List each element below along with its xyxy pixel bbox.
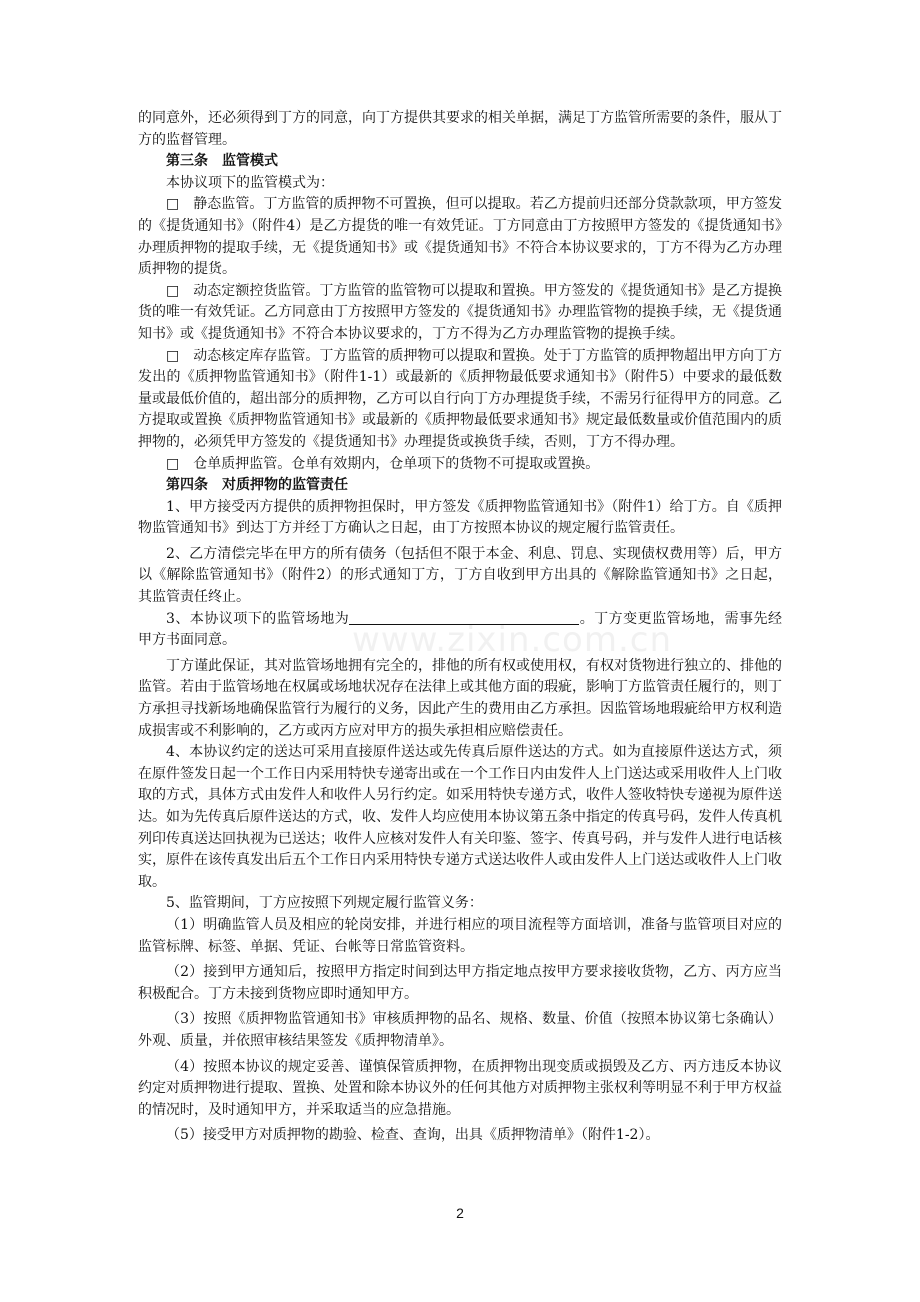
duty-item-5: （5）接受甲方对质押物的勘验、检查、查询，出具《质押物清单》（附件1-2）。 <box>166 1127 660 1144</box>
paragraph-responsibility-5: 5、监管期间，丁方应按照下列规定履行监管义务： <box>166 895 483 912</box>
paragraph-responsibility-2: 2、乙方清偿完毕在甲方的所有债务（包括但不限于本金、利息、罚息、实现债权费用等）后，甲方以《解除监管通知书》（附件2）的形式通知丁方，丁方自收到甲方出具的《解除监管通知书》之日起，其监管责任终止。 <box>138 545 782 606</box>
article-4-heading: 第四条 对质押物的监管责任 <box>166 477 348 494</box>
paragraph-site-guarantee: 丁方谨此保证，其对监管场地拥有完全的，排他的所有权或使用权，有权对货物进行独立的、排他的监管。若由于监管场地在权属或场地状况存在法律上或其他方面的瑕疵，影响丁方监管责任履行的，则丁方承担寻找新场地确保监管行为履行的义务，因此产生的费用由乙方承担。因监管场地瑕疵给甲方权利造成损害或不利影响的，乙方或丙方应对甲方的损失承担相应赔偿责任。 <box>138 657 782 739</box>
paragraph-responsibility-1: 1、甲方接受丙方提供的质押物担保时，甲方签发《质押物监管通知书》（附件1）给丁方。自《质押物监管通知书》到达丁方并经丁方确认之日起，由丁方按照本协议的规定履行监管责任。 <box>138 498 782 537</box>
mode-dynamic-inventory-checkbox-paragraph[interactable]: □ 动态核定库存监管。丁方监管的质押物可以提取和置换。处于丁方监管的质押物超出甲方向丁方发出的《质押物监管通知书》（附件1-1）或最新的《质押物最低要求通知书》（附件5）中要求的最低数量或最低价值的，超出部分的质押物，乙方可以自行向丁方办理提货手续，不需另行征得甲方的同意。乙方提取或置换《质押物监管通知书》或最新的《质押物最低要求通知书》规定最低数量或价值范围内的质押物的，必须凭甲方签发的《提货通知书》办理提货或换货手续，否则，丁方不得办理。 <box>138 347 782 450</box>
duty-item-4: （4）按照本协议的规定妥善、谨慎保管质押物，在质押物出现变质或损毁及乙方、丙方违反本协议约定对质押物进行提取、置换、处置和除本协议外的任何其他方对质押物主张权利等明显不利于甲方权益的情况时，及时通知甲方，并采取适当的应急措施。 <box>138 1058 782 1118</box>
paragraph-intro: 的同意外，还必须得到丁方的同意，向丁方提供其要求的相关单据，满足丁方监管所需要的条件，服从丁方的监督管理。 <box>138 110 782 148</box>
mode-static-checkbox-paragraph[interactable]: □ 静态监管。丁方监管的质押物不可置换，但可以提取。若乙方提前归还部分贷款款项，甲方签发的《提货通知书》（附件4）是乙方提货的唯一有效凭证。丁方同意由丁方按照甲方签发的《提货通知书》办理质押物的提取手续，无《提货通知书》或《提货通知书》不符合本协议要求的，丁方不得为乙方办理质押物的提货。 <box>138 196 782 278</box>
paragraph-mode-intro: 本协议项下的监管模式为： <box>166 174 334 191</box>
duty-item-3: （3）按照《质押物监管通知书》审核质押物的品名、规格、数量、价值（按照本协议第七条确认）外观、质量，并依照审核结果签发《质押物清单》。 <box>138 1011 782 1049</box>
duty-item-2: （2）接到甲方通知后，按照甲方指定时间到达甲方指定地点按甲方要求接收货物，乙方、丙方应当积极配合。丁方未接到货物应即时通知甲方。 <box>138 964 782 1002</box>
page-number: 2 <box>456 1205 464 1221</box>
watermark-text: www.zixin.com.cn <box>352 620 672 660</box>
mode-warehouse-receipt-checkbox-paragraph[interactable]: □ 仓单质押监管。仓单有效期内，仓单项下的货物不可提取或置换。 <box>166 455 600 472</box>
responsibility-3-lead: 3、本协议项下的监管场地为 <box>166 610 350 627</box>
responsibility-3-tail: 。丁方变更监管场地，需事先经甲方书面同意。 <box>138 610 782 649</box>
mode-dynamic-quota-checkbox-paragraph[interactable]: □ 动态定额控货监管。丁方监管的监管物可以提取和置换。甲方签发的《提货通知书》是乙方提换货的唯一有效凭证。乙方同意由丁方按照甲方签发的《提货通知书》办理监管物的提换手续，无《提货通知书》或《提货通知书》不符合本协议要求的，丁方不得为乙方办理监管物的提换手续。 <box>138 282 782 342</box>
article-3-heading: 第三条 监管模式 <box>166 153 278 170</box>
paragraph-responsibility-4: 4、本协议约定的送达可采用直接原件送达或先传真后原件送达的方式。如为直接原件送达方式，须在原件签发日起一个工作日内采用特快专递寄出或在一个工作日内由发件人上门送达或采用收件人上门收取的方式，具体方式由发件人和收件人另行约定。如采用特快专递方式，收件人签收特快专递视为原件送达。如为先传真后原件送达的方式，收、发件人均应使用本协议第五条中指定的传真号码，发件人传真机列印传真送达回执视为已送达；收件人应核对发件人有关印鉴、签字、传真号码，并与发件人进行电话核实，原件在该传真发出后五个工作日内采用特快专递方式送达收件人或由发件人上门送达或收件人上门收取。 <box>138 744 782 890</box>
duty-item-1: （1）明确监管人员及相应的轮岗安排，并进行相应的项目流程等方面培训，准备与监管项目对应的监管标牌、标签、单据、凭证、台帐等日常监管资料。 <box>138 916 782 955</box>
